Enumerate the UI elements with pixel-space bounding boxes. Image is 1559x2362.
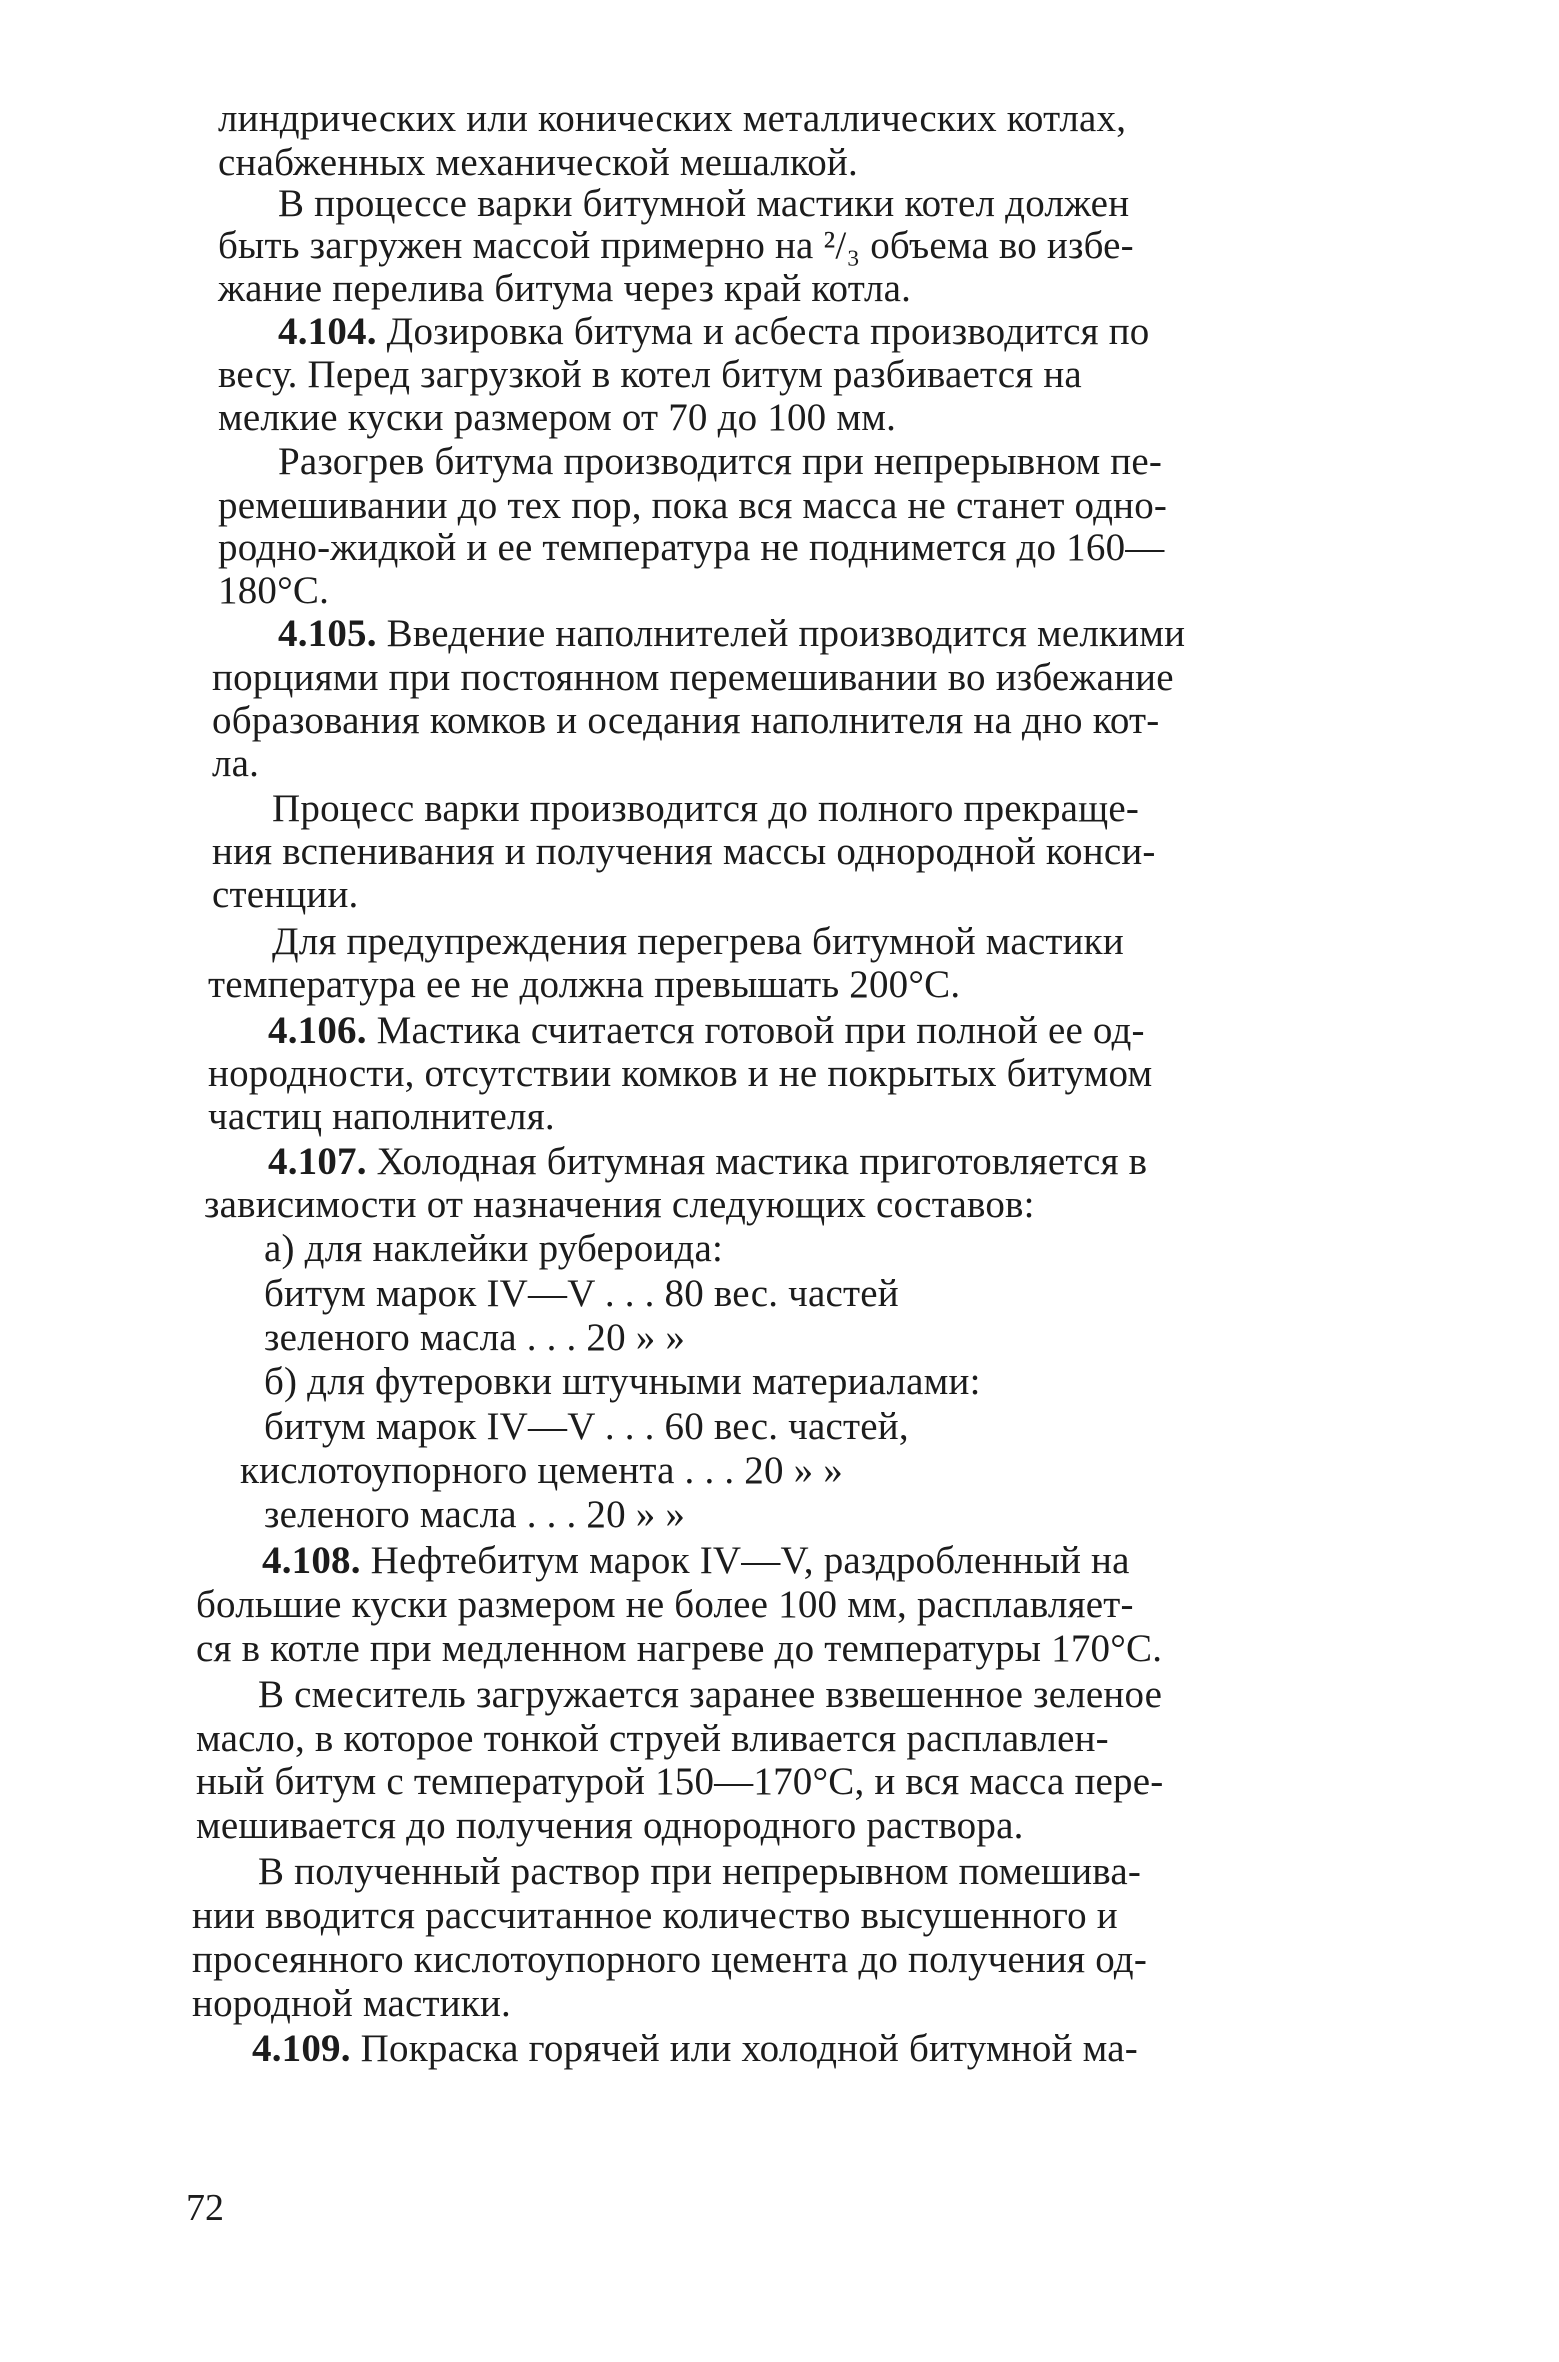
recipe-row [264,1316,685,1360]
text-line [218,224,1134,268]
clause-first-line [268,1140,1147,1184]
line-text: нии вводится рассчитанное количество высушенного и [192,1894,1118,1937]
text-line [208,1052,1152,1096]
line-text: а) для наклейки рубероида: [264,1227,724,1270]
line-text: жание перелива битума через край котла. [218,267,912,310]
line-text: порциями при постоянном перемешивании во избежание [212,656,1174,699]
line-text: Покраска горячей или холодной битумной ма- [350,2027,1138,2070]
line-text: линдрических или конических металлических котлах, [218,97,1127,140]
line-text: родно-жидкой и ее температура не поднимется до 160— [218,526,1165,569]
text-line [212,742,259,786]
line-text: весу. Перед загрузкой в котел битум разбивается на [218,353,1082,396]
line-text: зеленого масла . . . 20 » » [264,1493,686,1536]
clause-number: 4.109. [252,2027,351,2070]
text-line [218,267,911,311]
text-line [218,484,1167,528]
clause-number: 4.106. [268,1009,367,1052]
line-text: битум марок IV—V . . . 80 вес. частей [264,1272,899,1315]
text-line [218,526,1165,570]
text-line [196,1717,1109,1761]
paragraph-first-line [278,182,1129,226]
line-text: Дозировка битума и асбеста производится по [376,310,1150,353]
line-text: Мастика считается готовой при полной ее од- [366,1009,1145,1052]
text-line [196,1760,1163,1804]
line-text: кислотоупорного цемента . . . 20 » » [240,1449,843,1492]
clause-number: 4.108. [262,1539,361,1582]
paragraph-first-line [258,1850,1141,1894]
text-line [218,396,896,440]
line-text: образования комков и оседания наполнителя на дно кот- [212,699,1160,742]
line-text: стенции. [212,873,359,916]
line-text: мешивается до получения однородного раствора. [196,1804,1024,1847]
recipe-row [264,1405,909,1449]
line-text: Процесс варки производится до полного прекраще- [272,787,1140,830]
line-text: ный битум с температурой 150—170°С, и вся масса пере- [196,1760,1164,1803]
paragraph-first-line [272,920,1124,964]
line-text: масло, в которое тонкой струей вливается расплавлен- [196,1717,1109,1760]
line-text: Нефтебитум марок IV—V, раздробленный на [360,1539,1130,1582]
line-text: В процессе варки битумной мастики котел должен [278,182,1130,225]
text-line [218,569,329,613]
line-text: мелкие куски размером от 70 до 100 мм. [218,396,897,439]
line-text: температура ее не должна превышать 200°С. [208,963,961,1006]
clause-first-line [268,1009,1145,1053]
line-text: ся в котле при медленном нагреве до температуры 170°С. [196,1627,1163,1670]
line-text: просеянного кислотоупорного цемента до получения од- [192,1938,1148,1981]
text-line [192,1982,511,2026]
recipe-row [264,1272,899,1316]
clause-number: 4.105. [278,612,377,655]
line-text: битум марок IV—V . . . 60 вес. частей, [264,1405,909,1448]
line-text: ния вспенивания и получения массы однородной конси- [212,830,1156,873]
text-line [218,353,1082,397]
text-line [212,656,1174,700]
clause-first-line [252,2027,1138,2071]
text-line [212,830,1156,874]
text-line [208,963,960,1007]
recipe-row [240,1449,843,1493]
paragraph-first-line [272,787,1139,831]
text-line [204,1183,1035,1227]
recipe-row [264,1493,685,1537]
line-text: 180°С. [218,569,330,612]
line-text: нородной мастики. [192,1982,511,2025]
line-text: Введение наполнителей производится мелкими [376,612,1186,655]
line-text: ремешивании до тех пор, пока вся масса не станет одно- [218,484,1168,527]
text-line [212,873,359,917]
line-text: снабженных механической мешалкой. [218,141,858,184]
text-line [218,97,1403,141]
line-text: Для предупреждения перегрева битумной мастики [272,920,1124,963]
line-text: большие куски размером не более 100 мм, расплавляет- [196,1583,1134,1626]
line-text: б) для футеровки штучными материалами: [264,1360,981,1403]
clause-number: 4.107. [268,1140,367,1183]
text-line [218,141,858,185]
line-text: Холодная битумная мастика приготовляется в [366,1140,1148,1183]
text-line [208,1095,555,1139]
paragraph-first-line [278,440,1162,484]
line-text: Разогрев битума производится при непрерывном пе- [278,440,1163,483]
text-line [192,1938,1147,1982]
line-text: зависимости от назначения следующих составов: [204,1183,1035,1226]
list-item [264,1360,981,1404]
line-text: зеленого масла . . . 20 » » [264,1316,686,1359]
clause-first-line [278,310,1149,354]
clause-first-line [278,612,1185,656]
clause-first-line [262,1539,1130,1583]
list-item [264,1227,723,1271]
line-text: быть загружен массой примерно на ²/₃ объема во избе- [218,224,1134,267]
line-text: нородности, отсутствии комков и не покрытых битумом [208,1052,1153,1095]
page-number: 72 [186,2187,224,2229]
text-line [196,1804,1024,1848]
line-text: ла. [212,742,260,785]
line-text: В полученный раствор при непрерывном помешива- [258,1850,1142,1893]
text-line [212,699,1159,743]
paragraph-first-line [258,1673,1162,1717]
text-line [192,1894,1118,1938]
line-text: частиц наполнителя. [208,1095,555,1138]
line-text: В смеситель загружается заранее взвешенное зеленое [258,1673,1163,1716]
text-line [196,1583,1134,1627]
text-line [196,1627,1162,1671]
clause-number: 4.104. [278,310,377,353]
